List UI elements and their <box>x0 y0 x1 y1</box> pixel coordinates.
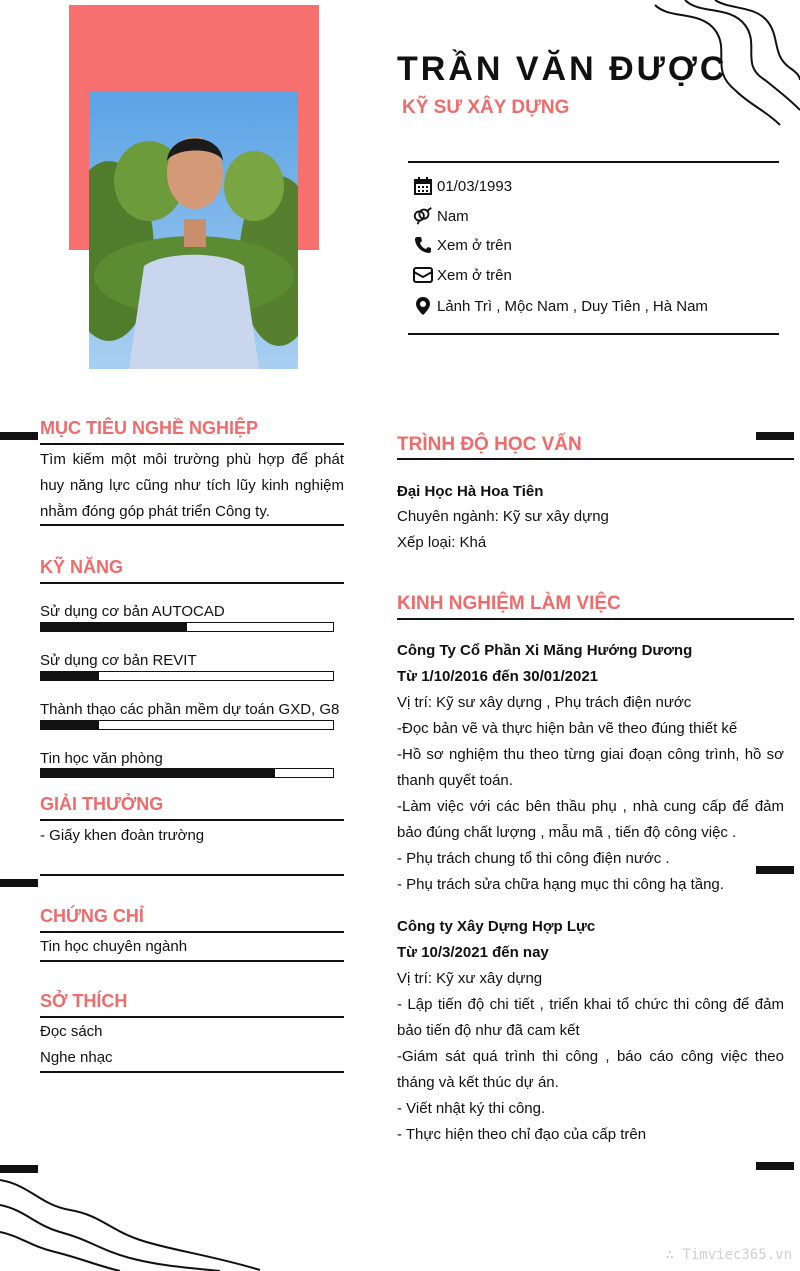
job-entry <box>397 914 784 1148</box>
job-company: Công Ty Cổ Phần Xi Măng Hướng Dương <box>397 642 693 659</box>
certificates-title: CHỨNG CHỈ <box>40 906 144 926</box>
job-line: -Hồ sơ nghiệm thu theo từng giai đoạn công trình, hồ sơ thanh quyết toán. <box>397 746 784 789</box>
job-entry <box>397 638 784 898</box>
info-gender <box>412 206 469 226</box>
objective-divider <box>40 443 344 445</box>
skills-title: KỸ NĂNG <box>40 557 124 577</box>
side-dash <box>0 879 38 887</box>
watermark: ∴ Timviec365.vn <box>665 1247 792 1263</box>
objective-divider-bottom <box>40 524 344 526</box>
side-dash <box>0 1165 38 1173</box>
objective-title: MỤC TIÊU NGHỀ NGHIỆP <box>40 418 259 438</box>
side-dash <box>0 432 38 440</box>
skill-bar-fill <box>41 721 99 729</box>
side-dash <box>756 1162 794 1170</box>
skill-bar <box>40 720 334 730</box>
certificates-divider <box>40 931 344 933</box>
info-phone <box>412 236 512 254</box>
award-item: - Giấy khen đoàn trường <box>40 827 205 844</box>
awards-title: GIẢI THƯỞNG <box>40 794 164 814</box>
calendar-icon <box>412 176 434 196</box>
phone-icon <box>412 236 434 254</box>
skill-bar <box>40 671 334 681</box>
hobbies-divider <box>40 1016 344 1018</box>
birthdate-value: 01/03/1993 <box>437 177 513 195</box>
job-line: -Đọc bản vẽ và thực hiện bản vẽ theo đúng thiết kế <box>397 720 738 737</box>
job-title: KỸ SƯ XÂY DỰNG <box>402 97 570 118</box>
skill-label: Tin học văn phòng <box>40 750 163 767</box>
info-divider-top <box>408 161 779 163</box>
job-line: - Viết nhật ký thi công. <box>397 1100 546 1117</box>
job-period: Từ 10/3/2021 đến nay <box>397 944 549 961</box>
certificates-divider-bottom <box>40 960 344 962</box>
job-line: -Giám sát quá trình thi công , báo cáo công việc theo tháng và kết thúc dự án. <box>397 1048 784 1091</box>
hobby-item: Đọc sách <box>40 1023 103 1040</box>
gender-icon <box>412 206 434 226</box>
info-birthdate <box>412 176 512 196</box>
email-icon <box>412 266 434 284</box>
location-icon <box>412 296 434 316</box>
gender-value: Nam <box>437 207 469 225</box>
job-line: - Lập tiến độ chi tiết , triển khai tổ chức thi công để đảm bảo tiến độ như đã cam kết <box>397 996 784 1039</box>
hobbies-title: SỞ THÍCH <box>40 991 128 1011</box>
awards-divider <box>40 819 344 821</box>
skill-label: Sử dụng cơ bản AUTOCAD <box>40 603 225 620</box>
job-line: - Phụ trách chung tổ thi công điện nước . <box>397 850 670 867</box>
info-divider-bottom <box>408 333 779 335</box>
info-address <box>412 296 708 316</box>
job-line: - Phụ trách sửa chữa hạng mục thi công hạ tầng. <box>397 876 724 893</box>
experience-divider <box>397 618 794 620</box>
job-line: - Thực hiện theo chỉ đạo của cấp trên <box>397 1126 647 1143</box>
skill-bar <box>40 622 334 632</box>
profile-photo <box>89 91 298 369</box>
watermark-text: Timviec365.vn <box>682 1247 792 1263</box>
job-line: Vị trí: Kỹ sư xây dựng , Phụ trách điện nước <box>397 694 692 711</box>
hobby-item: Nghe nhạc <box>40 1049 113 1066</box>
skill-bar-fill <box>41 769 275 777</box>
skill-bar <box>40 768 334 778</box>
skill-label: Thành thạo các phần mềm dự toán GXD, G8 <box>40 701 340 718</box>
education-divider <box>397 458 794 460</box>
education-major: Chuyên ngành: Kỹ sư xây dựng <box>397 508 609 525</box>
skill-bar-fill <box>41 623 187 631</box>
skill-bar-fill <box>41 672 99 680</box>
email-value: Xem ở trên <box>437 266 512 284</box>
job-company: Công ty Xây Dựng Hợp Lực <box>397 918 596 935</box>
hobbies-divider-bottom <box>40 1071 344 1073</box>
education-title: TRÌNH ĐỘ HỌC VẤN <box>397 434 582 455</box>
candidate-name: TRẦN VĂN ĐƯỢC <box>397 50 728 88</box>
phone-value: Xem ở trên <box>437 236 512 254</box>
certificate-item: Tin học chuyên ngành <box>40 938 188 955</box>
education-grade: Xếp loại: Khá <box>397 534 487 551</box>
info-email <box>412 266 512 284</box>
job-period: Từ 1/10/2016 đến 30/01/2021 <box>397 668 598 685</box>
wave-decoration-bottom-left <box>0 1170 280 1271</box>
side-dash <box>756 432 794 440</box>
awards-divider-bottom <box>40 874 344 876</box>
objective-text: Tìm kiếm một môi trường phù hợp để phát huy năng lực cũng như tích lũy kinh nghiệm nhằm đóng góp phát triển Công ty. <box>40 451 344 520</box>
education-school: Đại Học Hà Hoa Tiên <box>397 483 544 500</box>
skill-label: Sử dụng cơ bản REVIT <box>40 652 197 669</box>
job-line: Vị trí: Kỹ xư xây dựng <box>397 970 543 987</box>
address-value: Lảnh Trì , Mộc Nam , Duy Tiên , Hà Nam <box>437 297 708 315</box>
skills-divider <box>40 582 344 584</box>
experience-title: KINH NGHIỆM LÀM VIỆC <box>397 593 621 614</box>
job-line: -Làm việc với các bên thầu phụ , nhà cung cấp để đảm bảo đúng chất lượng , mẫu mã , tiến độ công việc . <box>397 798 784 841</box>
